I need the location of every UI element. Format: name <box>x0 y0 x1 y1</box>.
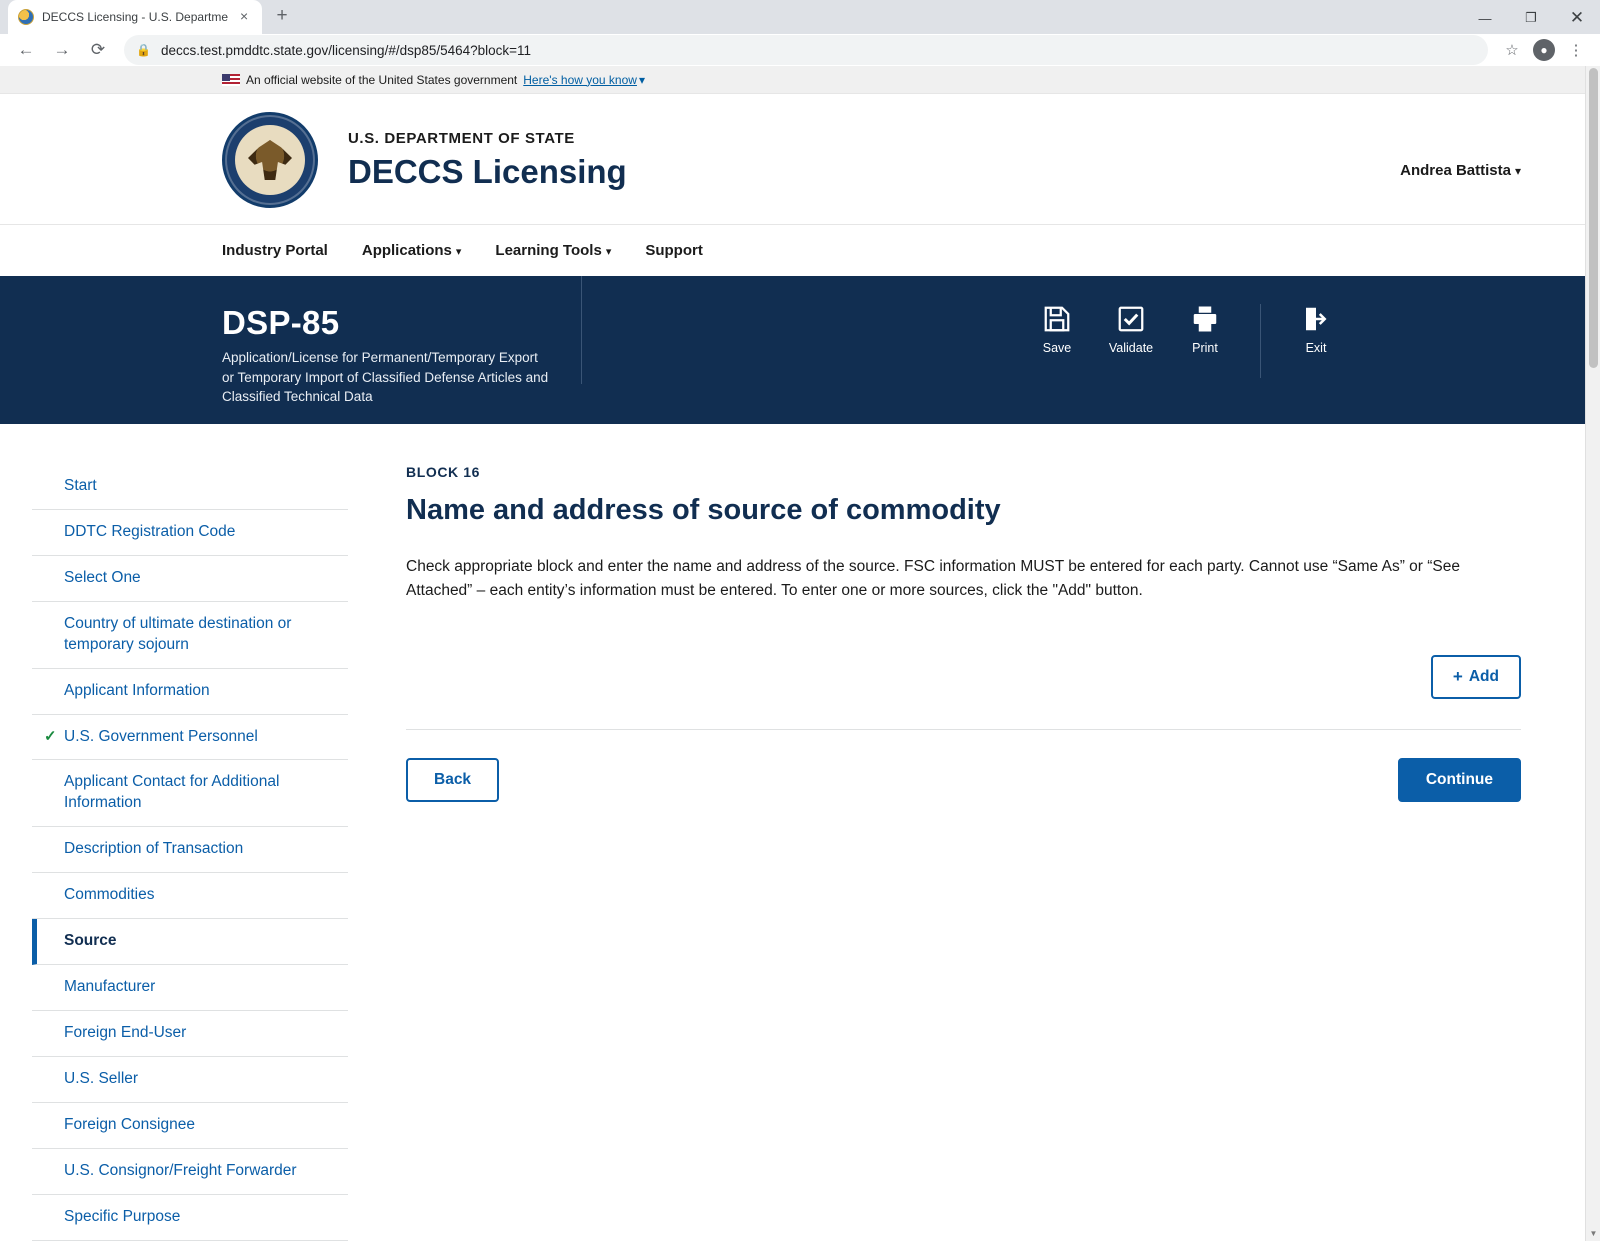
sidebar-item-applicant-contact[interactable] <box>32 760 348 827</box>
back-button[interactable]: Back <box>406 758 499 802</box>
form-code: DSP-85 <box>222 304 340 341</box>
government-banner <box>0 66 1585 94</box>
back-icon[interactable]: ← <box>17 40 35 59</box>
save-icon <box>1042 304 1072 334</box>
exit-icon <box>1301 304 1331 334</box>
tab-strip <box>0 0 1600 34</box>
print-label: Print <box>1192 341 1218 355</box>
form-actions <box>1020 304 1353 378</box>
sidebar-item-label: U.S. Consignor/Freight Forwarder <box>64 1161 297 1179</box>
content-area <box>0 424 1585 1241</box>
tab-title: DECCS Licensing - U.S. Departme <box>42 10 229 24</box>
nav-label: Applications <box>361 242 452 259</box>
nav-support[interactable] <box>645 242 703 259</box>
scrollbar-thumb[interactable] <box>1589 68 1598 368</box>
new-tab-button[interactable]: + <box>276 5 288 26</box>
save-label: Save <box>1042 341 1072 355</box>
bookmark-icon[interactable]: ☆ <box>1505 42 1519 59</box>
sidebar-item-description-of-transaction[interactable] <box>32 827 348 873</box>
nav-label: Learning Tools <box>495 242 602 259</box>
page-title: Name and address of source of commodity <box>406 494 1001 526</box>
divider <box>1260 304 1261 378</box>
sidebar-item-us-seller[interactable] <box>32 1057 348 1103</box>
sidebar-item-us-government-personnel[interactable] <box>32 715 348 761</box>
nav-applications[interactable] <box>362 242 462 259</box>
sidebar-item-label: Country of ultimate destination or temporary sojourn <box>64 614 292 653</box>
form-header-band <box>0 276 1585 424</box>
sidebar-item-label: Start <box>64 477 97 494</box>
user-menu[interactable] <box>1400 162 1521 179</box>
form-navigation-buttons <box>406 758 1521 802</box>
form-description: Application/License for Permanent/Temporary Export or Temporary Import of Classified Defense Articles and Classified Technical Data <box>222 350 549 405</box>
sidebar-item-label: Source <box>64 932 117 950</box>
department-seal-icon <box>222 112 318 208</box>
window-close-button[interactable]: ✕ <box>1569 8 1585 27</box>
sidebar-item-label: Foreign Consignee <box>64 1115 195 1133</box>
sidebar-item-label: Applicant Contact for Additional Information <box>64 773 280 812</box>
window-controls <box>1462 0 1600 36</box>
url-text: deccs.test.pmddtc.state.gov/licensing/#/dsp85/5464?block=11 <box>160 42 532 58</box>
sidebar-item-label: Description of Transaction <box>64 840 244 858</box>
form-identity <box>222 276 582 405</box>
profile-avatar[interactable] <box>1530 36 1558 64</box>
add-row <box>406 655 1521 699</box>
sidebar-item-foreign-end-user[interactable] <box>32 1011 348 1057</box>
continue-button[interactable]: Continue <box>1398 758 1521 802</box>
print-button[interactable] <box>1168 304 1242 355</box>
divider <box>406 729 1521 730</box>
sidebar-item-applicant-information[interactable] <box>32 669 348 715</box>
sidebar-item-manufacturer[interactable] <box>32 965 348 1011</box>
reload-icon[interactable]: ⟳ <box>90 40 106 59</box>
nav-learning-tools[interactable] <box>495 242 611 259</box>
chevron-down-icon: ▾ <box>455 246 462 258</box>
sidebar-item-label: U.S. Seller <box>64 1069 139 1087</box>
add-button-label: Add <box>1468 668 1499 686</box>
sidebar-item-label: U.S. Government Personnel <box>64 727 258 745</box>
chevron-down-icon: ▾ <box>1514 164 1521 178</box>
browser-tab[interactable] <box>8 0 262 34</box>
lock-icon: 🔒 <box>136 43 151 57</box>
page-scrollbar[interactable] <box>1585 66 1600 1241</box>
header-titles <box>348 130 627 191</box>
minimize-button[interactable]: — <box>1478 10 1492 26</box>
validate-button[interactable] <box>1094 304 1168 355</box>
sidebar-item-us-consignor-freight-forwarder[interactable] <box>32 1149 348 1195</box>
add-button[interactable] <box>1431 655 1521 699</box>
exit-button[interactable] <box>1279 304 1353 355</box>
avatar: ● <box>1533 39 1555 61</box>
printer-icon <box>1190 304 1220 334</box>
save-button[interactable] <box>1020 304 1094 355</box>
sidebar-item-label: Manufacturer <box>64 978 156 996</box>
check-square-icon <box>1116 304 1146 334</box>
chevron-down-icon: ▾ <box>638 72 645 87</box>
sidebar-item-commodities[interactable] <box>32 873 348 919</box>
app-title: DECCS Licensing <box>348 152 627 190</box>
block-label: BLOCK 16 <box>406 464 481 480</box>
forward-icon[interactable]: → <box>53 40 71 59</box>
form-sidebar <box>32 464 348 1241</box>
sidebar-item-label: Foreign End-User <box>64 1023 187 1041</box>
validate-label: Validate <box>1108 341 1154 355</box>
page-content <box>0 66 1585 1241</box>
form-main-panel <box>348 464 1585 1241</box>
close-icon[interactable]: × <box>239 8 249 24</box>
sidebar-item-label: Commodities <box>64 886 155 904</box>
site-header <box>0 94 1585 224</box>
sidebar-item-label: Specific Purpose <box>64 1207 181 1225</box>
user-name: Andrea Battista <box>1400 162 1511 179</box>
nav-label: Industry Portal <box>222 242 328 259</box>
main-navigation <box>0 224 1585 276</box>
browser-menu-icon[interactable]: ⋮ <box>1568 42 1584 59</box>
maximize-button[interactable]: ❐ <box>1525 10 1537 25</box>
how-you-know-label: Here's how you know <box>523 72 637 87</box>
block-description: Check appropriate block and enter the name and address of the source. FSC information MUST be entered for each party. Cannot use “Same As” or “See Attached” – each entity’s information must be entered. To enter one or more sources, click the "Add" button. <box>406 558 1460 600</box>
scroll-down-icon[interactable]: ▼ <box>1589 1228 1598 1238</box>
globe-icon <box>18 9 34 25</box>
sidebar-item-specific-purpose[interactable] <box>32 1195 348 1241</box>
address-bar[interactable] <box>124 35 1488 65</box>
nav-industry-portal[interactable] <box>222 242 328 259</box>
sidebar-item-ddtc-registration-code[interactable] <box>32 510 348 556</box>
sidebar-item-label: Applicant Information <box>64 681 210 699</box>
sidebar-item-foreign-consignee[interactable] <box>32 1103 348 1149</box>
sidebar-item-label: DDTC Registration Code <box>64 522 236 540</box>
department-name: U.S. DEPARTMENT OF STATE <box>348 129 575 147</box>
browser-toolbar <box>0 34 1600 66</box>
us-flag-icon <box>222 74 240 86</box>
how-you-know-link[interactable] <box>523 73 645 87</box>
check-icon: ✓ <box>44 727 57 745</box>
plus-icon: + <box>1452 667 1463 687</box>
exit-label: Exit <box>1305 341 1327 355</box>
chevron-down-icon: ▾ <box>605 246 612 258</box>
sidebar-item-country-of-ultimate-destination[interactable] <box>32 602 348 669</box>
sidebar-item-select-one[interactable] <box>32 556 348 602</box>
nav-label: Support <box>645 242 703 259</box>
sidebar-item-source[interactable] <box>32 919 348 965</box>
gov-banner-text: An official website of the United States government <box>246 72 518 87</box>
sidebar-item-start[interactable] <box>32 464 348 510</box>
sidebar-item-label: Select One <box>64 568 141 586</box>
page-viewport <box>0 66 1600 1241</box>
